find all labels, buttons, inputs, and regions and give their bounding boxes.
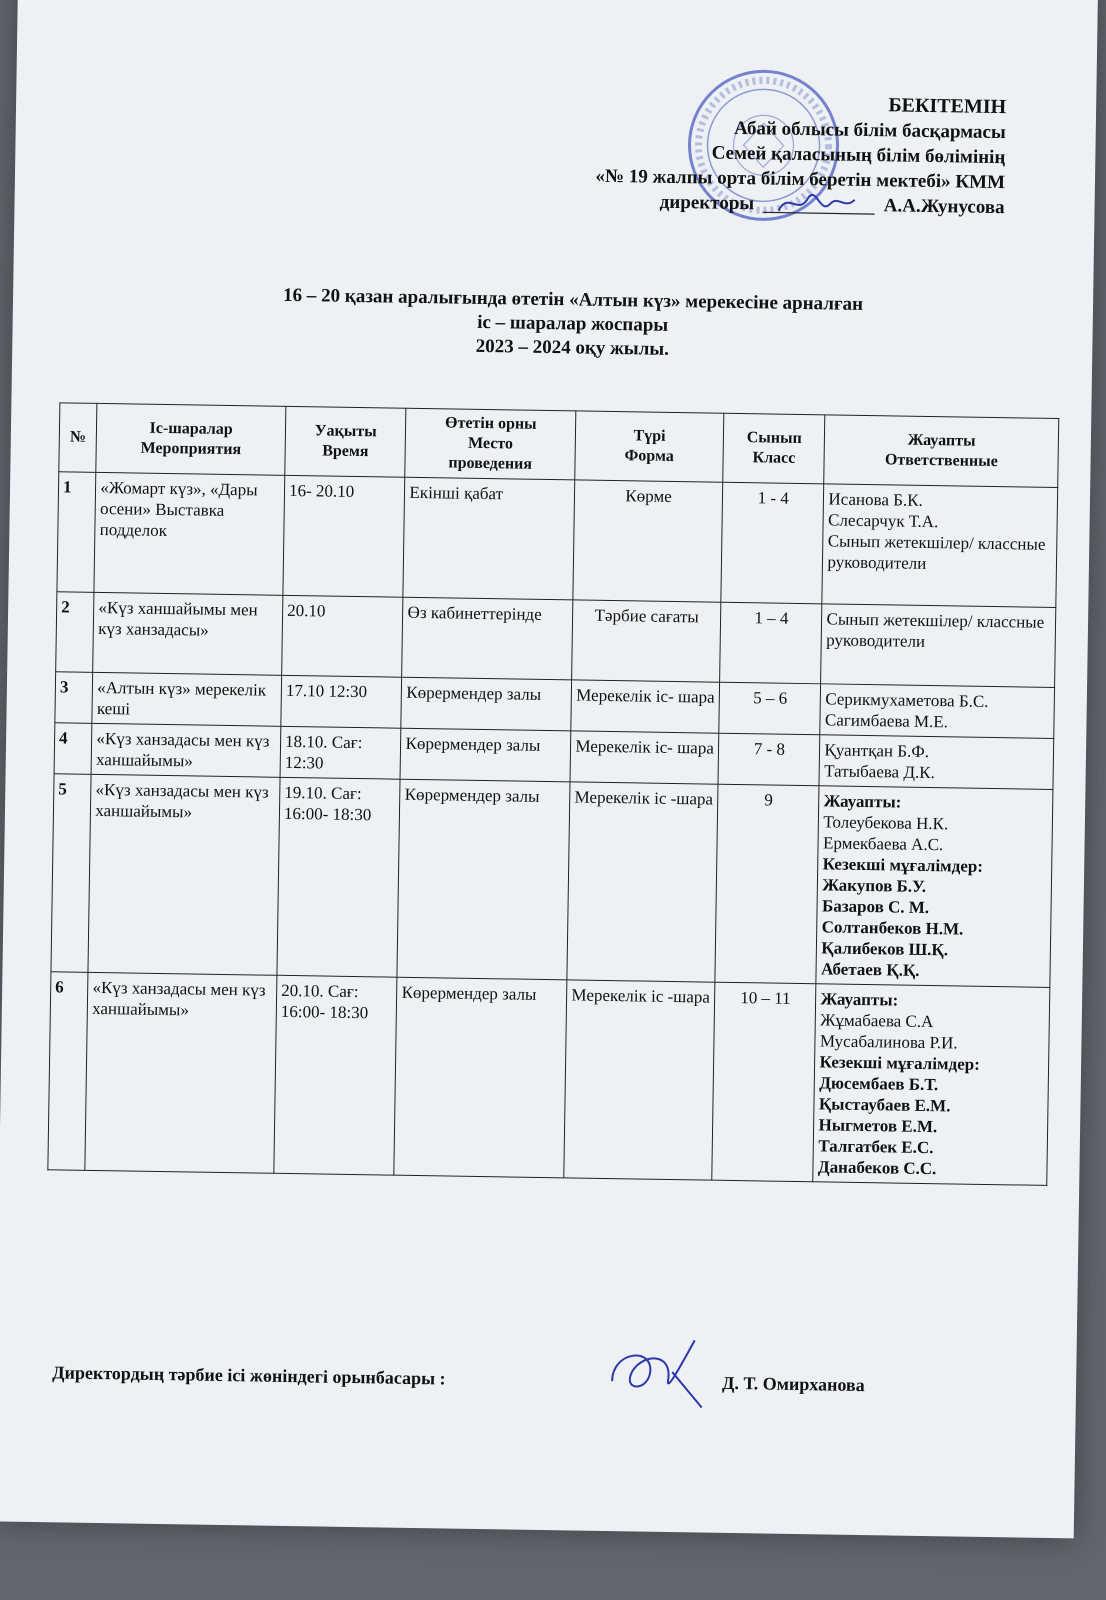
row-place: Өз кабинеттерінде (402, 597, 573, 680)
row-class: 7 - 8 (718, 733, 820, 786)
header-form: Түрі Форма (575, 411, 724, 482)
header-num: № (59, 403, 97, 473)
row-responsible: Жауапты: Жұмабаева С.А Мусабалинова Р.И. Кезекші мұғалімдер: Дюсембаев Б.Т. Қыстаубаев Е.М. Ныгметов Е.М. Талгатбек Е.С. Данабеков С.С. (813, 984, 1050, 1186)
header-class: Сынып Класс (723, 413, 825, 484)
approval-heading: БЕКІТЕМІН (888, 94, 1007, 119)
row-class: 10 – 11 (712, 982, 816, 1182)
table-row (56, 592, 1056, 688)
row-responsible: Сынып жетекшілер/ классные руководители (821, 604, 1056, 688)
deputy-name: Д. Т. Омирханова (721, 1372, 865, 1396)
header-event: Іс-шаралар Мероприятия (96, 403, 286, 475)
row-place: Екінші қабат (403, 477, 574, 600)
deputy-signature (602, 1331, 713, 1413)
row-time: 19.10. Сағ: 16:00- 18:30 (277, 777, 401, 977)
row-num: 4 (54, 723, 92, 775)
row-responsible: Исанова Б.К. Слесарчук Т.А. Сынып жетекшілер/ классные руководители (822, 484, 1057, 608)
row-num: 1 (57, 472, 96, 593)
header-time: Уақыты Время (285, 406, 407, 477)
row-num: 6 (48, 972, 88, 1171)
title-line-3: 2023 – 2024 оқу жылы. (475, 335, 670, 360)
document-title (162, 282, 983, 367)
row-class: 1 – 4 (720, 602, 823, 684)
row-place: Көрермендер залы (397, 779, 570, 980)
row-event: «Жомарт күз», «Дары осени» Выставка подделок (94, 472, 285, 595)
row-form: Мерекелік іс -шара (567, 782, 718, 982)
director-name: А.А.Жунусова (883, 195, 1005, 219)
title-line-2: іс – шаралар жоспары (477, 311, 669, 336)
director-label: директоры (659, 191, 755, 215)
row-time: 20.10. Сағ: 16:00- 18:30 (274, 975, 398, 1175)
header-responsible: Жауапты Ответственные (824, 415, 1059, 488)
director-signature (759, 194, 879, 218)
row-place: Көрермендер залы (401, 677, 571, 731)
row-class: 1 - 4 (721, 482, 824, 604)
row-form: Мерекелік іс- шара (571, 680, 720, 733)
approval-line-3: «№ 19 жалпы орта білім беретін мектебі» КММ (595, 165, 1006, 194)
row-responsible: Жауапты: Толеубекова Н.К. Ермекбаева А.С. Кезекші мұғалімдер: Жакупов Б.У. Базаров С. М. Солтанбеков Н.М. Қалибеков Ш.Қ. Абетаев Қ.Қ. (816, 786, 1053, 988)
row-event: «Алтын күз» мерекелік кеші (92, 672, 281, 726)
row-place: Көрермендер залы (394, 977, 567, 1178)
footer-signature-line (52, 1362, 1032, 1396)
table-row (57, 472, 1058, 608)
row-form: Мерекелік іс- шара (570, 731, 719, 784)
row-time: 18.10. Сағ: 12:30 (280, 726, 401, 779)
deputy-position: Директордың тәрбие ісі жөніндегі орынбасары : (52, 1362, 446, 1389)
row-class: 9 (715, 784, 819, 984)
row-num: 2 (56, 592, 95, 673)
table-row (51, 774, 1053, 988)
row-num: 3 (55, 672, 93, 724)
row-event: «Күз ханзадасы мен күз ханшайымы» (88, 774, 280, 975)
table-row (48, 972, 1050, 1186)
row-event: «Күз ханзадасы мен күз ханшайымы» (85, 972, 277, 1173)
row-time: 17.10 12:30 (281, 675, 402, 728)
row-time: 16- 20.10 (283, 475, 405, 597)
approval-line-2: Семей қаласының білім бөлімінің (711, 142, 1006, 169)
header-place: Өтетін орны Место проведения (405, 408, 576, 480)
row-time: 20.10 (282, 595, 404, 677)
approval-block (595, 89, 1006, 220)
row-form: Мерекелік іс -шара (564, 980, 715, 1180)
row-event: «Күз ханшайымы мен күз ханзадасы» (93, 592, 283, 675)
row-responsible: Серикмухаметова Б.С. Сагимбаева М.Е. (820, 684, 1054, 739)
approval-line-1: Абай облысы білім басқармасы (733, 117, 1006, 144)
row-form: Көрме (573, 480, 723, 602)
row-responsible: Қуантқан Б.Ф. Татыбаева Д.К. (819, 735, 1053, 790)
title-line-1: 16 – 20 қазан аралығында өтетін «Алтын күз» мерекесіне арналған (282, 284, 864, 315)
row-class: 5 – 6 (719, 682, 821, 735)
row-form: Тәрбие сағаты (572, 600, 721, 682)
events-table (47, 402, 1059, 1186)
row-event: «Күз ханзадасы мен күз ханшайымы» (91, 723, 280, 777)
row-num: 5 (51, 774, 91, 973)
row-place: Көрермендер залы (401, 728, 571, 782)
